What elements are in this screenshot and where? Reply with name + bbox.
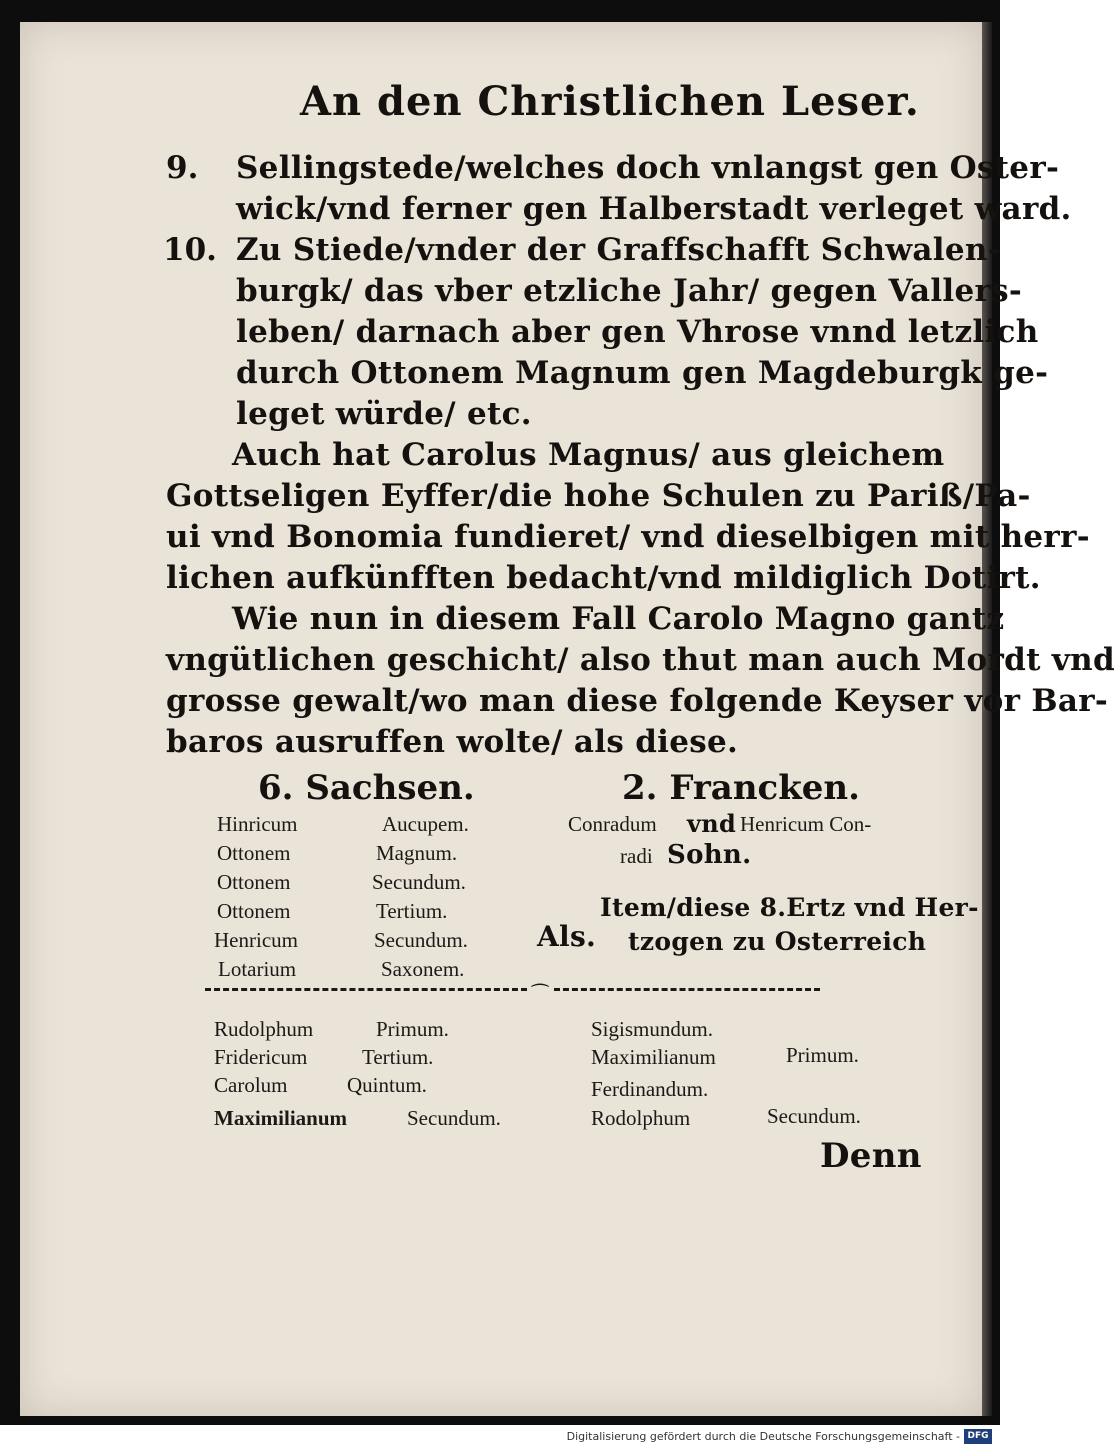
sachsen-epithet: Secundum. [374, 928, 468, 952]
list-number-9: 9. [166, 150, 199, 186]
sachsen-epithet: Saxonem. [381, 957, 465, 981]
austria-epithet: Primum. [376, 1017, 449, 1041]
list-line: leget würde/ etc. [236, 396, 532, 432]
als-label: Als. [537, 920, 597, 953]
francken-conjunction: vnd [687, 809, 737, 838]
paragraph-line: ui vnd Bonomia fundieret/ vnd dieselbigen mit herr- [166, 519, 1090, 555]
francken-name: radi [620, 844, 653, 868]
sachsen-epithet: Magnum. [376, 841, 458, 865]
list-line: leben/ darnach aber gen Vhrose vnnd letzlich [236, 314, 1039, 350]
sachsen-name: Ottonem [217, 841, 291, 865]
sachsen-name: Ottonem [217, 870, 291, 894]
paragraph-line: baros ausruffen wolte/ als diese. [166, 724, 739, 760]
footer-bar [0, 1425, 1000, 1449]
austria-epithet: Tertium. [362, 1045, 434, 1069]
sachsen-name: Lotarium [218, 957, 297, 981]
funding-note: Digitalisierung gefördert durch die Deutsche Forschungsgemeinschaft - [566, 1430, 960, 1443]
brace-left [205, 988, 527, 1009]
austria-name: Maximilianum [591, 1045, 716, 1069]
austria-epithet: Quintum. [347, 1073, 427, 1097]
sachsen-heading: 6. Sachsen. [258, 768, 475, 808]
austria-epithet: Secundum. [407, 1106, 501, 1130]
austria-name: Maximilianum [214, 1106, 348, 1130]
austria-epithet: Secundum. [767, 1104, 861, 1128]
paragraph-line: grosse gewalt/wo man diese folgende Keyser vor Bar- [166, 683, 1109, 719]
sachsen-epithet: Tertium. [376, 899, 448, 923]
sachsen-name: Ottonem [217, 899, 291, 923]
brace-tip: ⁀ [532, 983, 549, 1007]
francken-heading: 2. Francken. [622, 768, 860, 808]
paragraph-line: Gottseligen Eyffer/die hohe Schulen zu Pariß/Pa- [166, 478, 1031, 514]
francken-name: Conradum [568, 812, 657, 836]
list-number-10: 10. [163, 232, 217, 268]
austria-name: Sigismundum. [591, 1017, 713, 1041]
austria-name: Rudolphum [214, 1017, 314, 1041]
sachsen-epithet: Aucupem. [382, 812, 469, 836]
sachsen-name: Hinricum [217, 812, 298, 836]
page-heading: An den Christlichen Leser. [300, 78, 920, 125]
brace-right [554, 988, 820, 1009]
austria-name: Ferdinandum. [591, 1077, 709, 1101]
item-line: tzogen zu Osterreich [628, 927, 927, 956]
francken-name: Henricum Con- [740, 812, 872, 836]
paragraph-line: lichen aufkünfften bedacht/vnd mildiglich Dotirt. [166, 560, 1041, 596]
francken-sohn: Sohn. [667, 840, 752, 870]
austria-name: Rodolphum [591, 1106, 691, 1130]
item-line: Item/diese 8.Ertz vnd Her- [600, 893, 979, 922]
paragraph-line: Wie nun in diesem Fall Carolo Magno gantz [232, 601, 1005, 637]
list-line: Zu Stiede/vnder der Graffschafft Schwalen- [236, 232, 1001, 268]
list-line: wick/vnd ferner gen Halberstadt verleget ward. [236, 191, 1072, 227]
austria-epithet: Primum. [786, 1043, 859, 1067]
list-line: Sellingstede/welches doch vnlangst gen Oster- [236, 150, 1060, 186]
paragraph-line: Auch hat Carolus Magnus/ aus gleichem [232, 437, 945, 473]
sachsen-name: Henricum [214, 928, 298, 952]
paragraph-line: vngütlichen geschicht/ also thut man auch Mordt vnd [166, 642, 1115, 678]
catchword: Denn [820, 1136, 922, 1176]
austria-name: Fridericum [214, 1045, 308, 1069]
list-line: durch Ottonem Magnum gen Magdeburgk ge- [236, 355, 1049, 391]
austria-name: Carolum [214, 1073, 288, 1097]
list-line: burgk/ das vber etzliche Jahr/ gegen Vallers- [236, 273, 1023, 309]
dfg-logo: DFG [964, 1429, 992, 1444]
sachsen-epithet: Secundum. [372, 870, 466, 894]
